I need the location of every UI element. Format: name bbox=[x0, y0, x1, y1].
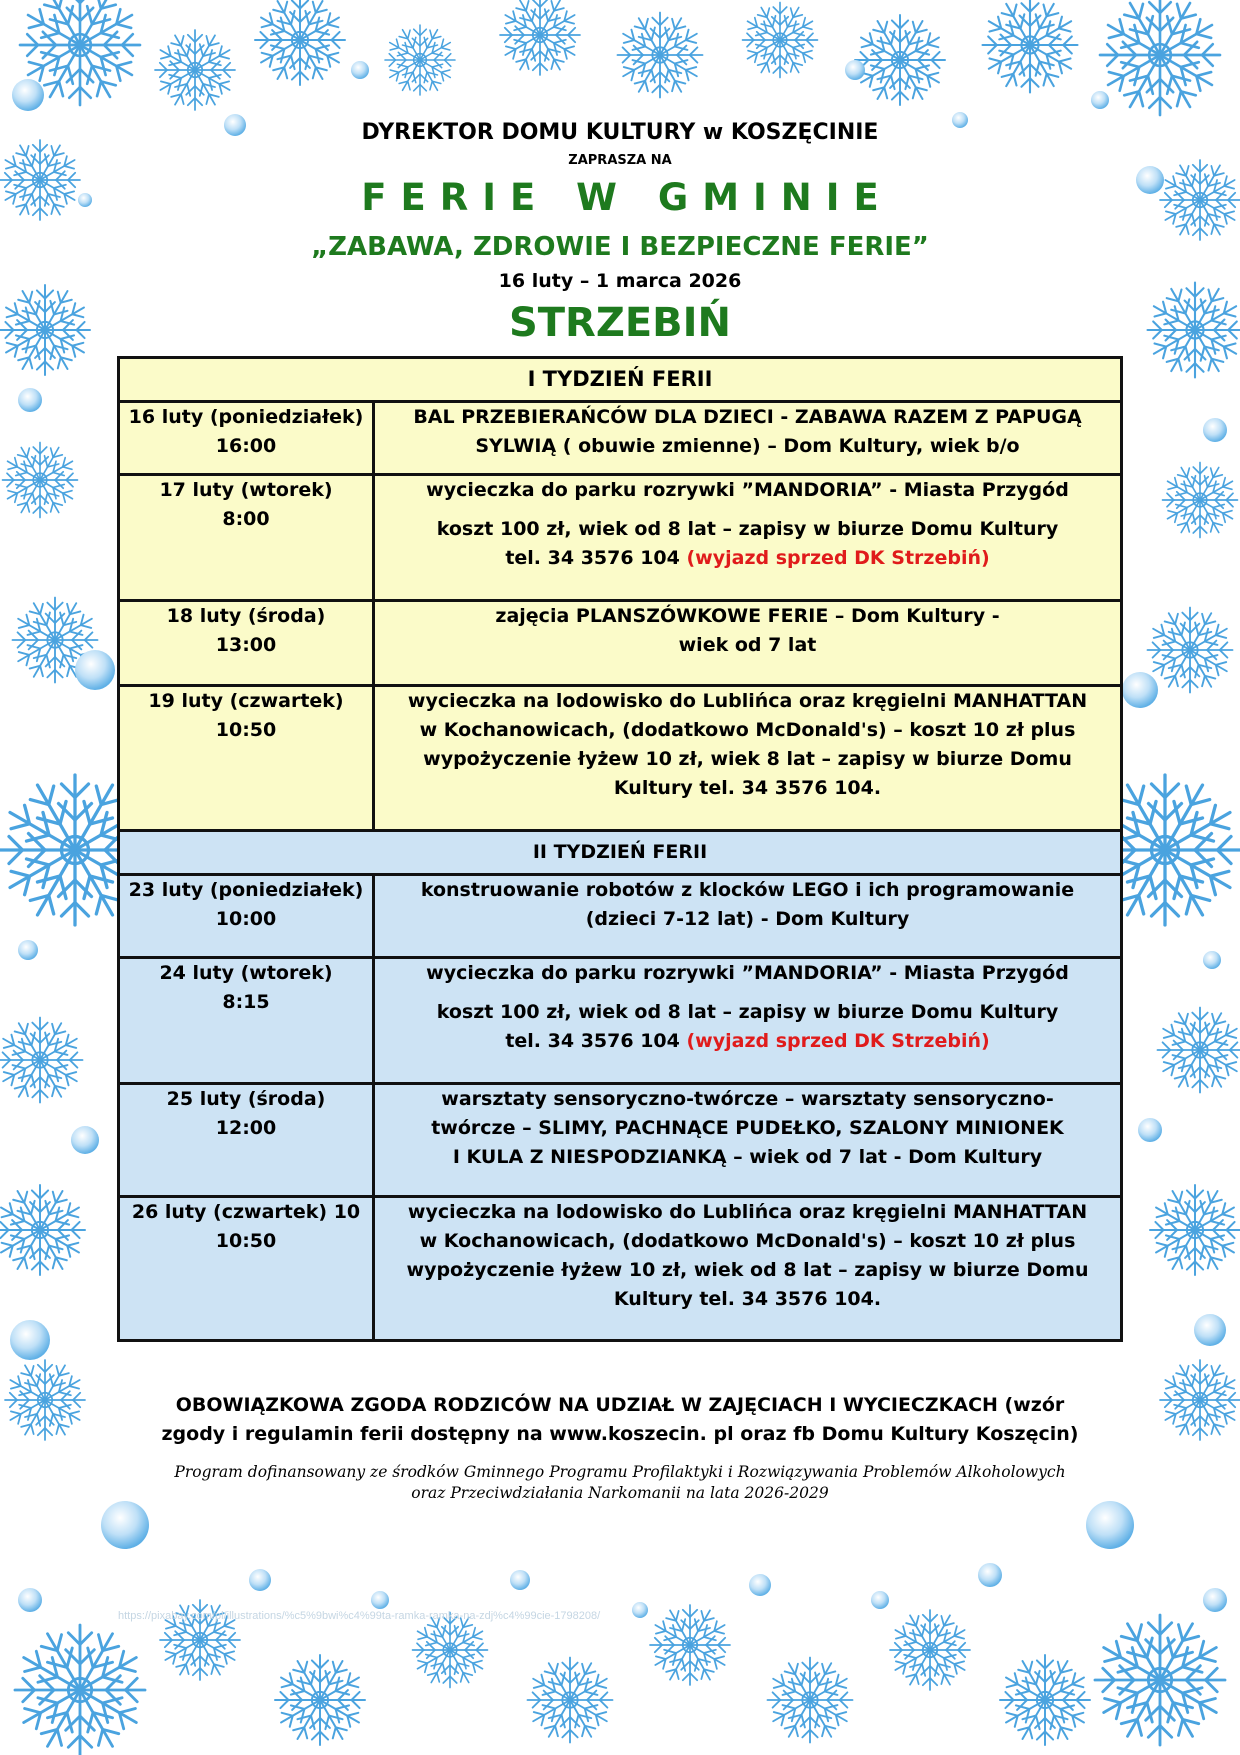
activity-cell bbox=[374, 875, 1122, 958]
week-header-row bbox=[119, 831, 1122, 875]
activity-line: wypożyczenie łyżew 10 zł, wiek 8 lat – zapisy w biurze Domu bbox=[423, 748, 1072, 770]
time-label: 10:50 bbox=[215, 719, 277, 741]
time-label: 10:50 bbox=[215, 1230, 277, 1252]
activity-line: wypożyczenie łyżew 10 zł, wiek od 8 lat – zapisy w biurze Domu bbox=[406, 1259, 1089, 1281]
departure-note: (wyjazd sprzed DK Strzebiń) bbox=[686, 547, 990, 569]
activity-line: Kultury tel. 34 3576 104. bbox=[613, 777, 882, 799]
day-label: 16 luty (poniedziałek) bbox=[128, 406, 364, 428]
activity-line: wycieczka do parku rozrywki ”MANDORIA” - Miasta Przygód bbox=[426, 479, 1069, 501]
time-label: 8:15 bbox=[222, 991, 270, 1013]
motto: „ZABAWA, ZDROWIE I BEZPIECZNE FERIE” bbox=[311, 232, 929, 262]
day-label: 26 luty (czwartek) 10 bbox=[131, 1201, 361, 1223]
organizer-line: DYREKTOR DOMU KULTURY w KOSZĘCINIE bbox=[361, 120, 879, 145]
activity-line: w Kochanowicach, (dodatkowo McDonald's) – koszt 10 zł plus bbox=[419, 719, 1076, 741]
activity-line: koszt 100 zł, wiek od 8 lat – zapisy w biurze Domu Kultury bbox=[436, 518, 1059, 540]
date-cell bbox=[119, 1084, 374, 1197]
activity-line: twórcze – SLIMY, PACHNĄCE PUDEŁKO, SZALONY MINIONEK bbox=[431, 1117, 1064, 1139]
date-cell bbox=[119, 875, 374, 958]
table-row bbox=[119, 601, 1122, 686]
place-name: STRZEBIŃ bbox=[508, 300, 732, 346]
activity-line: wycieczka do parku rozrywki ”MANDORIA” - Miasta Przygód bbox=[426, 962, 1069, 984]
day-label: 17 luty (wtorek) bbox=[159, 479, 333, 501]
day-label: 18 luty (środa) bbox=[166, 605, 326, 627]
invite-line: ZAPRASZA NA bbox=[568, 153, 672, 168]
activity-line: I KULA Z NIESPODZIANKĄ – wiek od 7 lat - Dom Kultury bbox=[452, 1146, 1043, 1168]
table-row bbox=[119, 475, 1122, 601]
activity-line: Kultury tel. 34 3576 104. bbox=[613, 1288, 882, 1310]
phone-text: tel. 34 3576 104 bbox=[505, 547, 680, 569]
week-title: I TYDZIEŃ FERII bbox=[119, 358, 1122, 402]
date-cell bbox=[119, 402, 374, 475]
departure-note: (wyjazd sprzed DK Strzebiń) bbox=[686, 1030, 990, 1052]
activity-cell bbox=[374, 475, 1122, 601]
image-source-url: https://pixabay.com/pl/illustrations/%c5%9bwi%c4%99ta-ramka-ramka-na-zdj%c4%99cie-1798208/ bbox=[118, 1610, 601, 1622]
date-cell bbox=[119, 475, 374, 601]
activity-line: konstruowanie robotów z klocków LEGO i ich programowanie bbox=[420, 879, 1075, 901]
funding-line: Program dofinansowany ze środków Gminnego Programu Profilaktyki i Rozwiązywania Problemów Alkoholowych bbox=[174, 1463, 1066, 1481]
table-row bbox=[119, 958, 1122, 1084]
activity-cell bbox=[374, 1084, 1122, 1197]
date-range: 16 luty – 1 marca 2026 bbox=[498, 270, 742, 292]
activity-cell bbox=[374, 601, 1122, 686]
time-label: 16:00 bbox=[215, 435, 277, 457]
notice-line: zgody i regulamin ferii dostępny na www.koszecin. pl oraz fb Domu Kultury Koszęcin) bbox=[161, 1423, 1079, 1445]
time-label: 10:00 bbox=[215, 908, 277, 930]
activity-line: koszt 100 zł, wiek od 8 lat – zapisy w biurze Domu Kultury bbox=[436, 1001, 1059, 1023]
activity-cell bbox=[374, 958, 1122, 1084]
activity-line: BAL PRZEBIERAŃCÓW DLA DZIECI - ZABAWA RAZEM Z PAPUGĄ bbox=[413, 406, 1082, 428]
time-label: 8:00 bbox=[222, 508, 270, 530]
time-label: 13:00 bbox=[215, 634, 277, 656]
main-title: FERIE W GMINIE bbox=[361, 176, 893, 219]
date-cell bbox=[119, 686, 374, 831]
table-row bbox=[119, 402, 1122, 475]
day-label: 19 luty (czwartek) bbox=[148, 690, 344, 712]
funding-note bbox=[120, 1462, 1120, 1504]
activity-line: wycieczka na lodowisko do Lublińca oraz kręgielni MANHATTAN bbox=[407, 1201, 1088, 1223]
activity-line: warsztaty sensoryczno-twórcze – warsztaty sensoryczno- bbox=[441, 1088, 1054, 1110]
table-row bbox=[119, 875, 1122, 958]
table-row bbox=[119, 1197, 1122, 1341]
time-label: 12:00 bbox=[215, 1117, 277, 1139]
date-cell bbox=[119, 958, 374, 1084]
activity-line: zajęcia PLANSZÓWKOWE FERIE – Dom Kultury - bbox=[495, 605, 1000, 627]
activity-line: SYLWIĄ ( obuwie zmienne) – Dom Kultury, wiek b/o bbox=[475, 435, 1020, 457]
table-row bbox=[119, 1084, 1122, 1197]
schedule-table bbox=[117, 356, 1123, 1342]
date-cell bbox=[119, 601, 374, 686]
activity-cell bbox=[374, 686, 1122, 831]
activity-line: w Kochanowicach, (dodatkowo McDonald's) – koszt 10 zł plus bbox=[419, 1230, 1076, 1252]
parental-consent-notice bbox=[120, 1391, 1120, 1449]
activity-line: (dzieci 7-12 lat) - Dom Kultury bbox=[585, 908, 910, 930]
day-label: 25 luty (środa) bbox=[166, 1088, 326, 1110]
phone-text: tel. 34 3576 104 bbox=[505, 1030, 680, 1052]
activity-line: wiek od 7 lat bbox=[678, 634, 817, 656]
week-title: II TYDZIEŃ FERII bbox=[119, 831, 1122, 875]
date-cell bbox=[119, 1197, 374, 1341]
activity-cell bbox=[374, 1197, 1122, 1341]
activity-cell bbox=[374, 402, 1122, 475]
week-header-row bbox=[119, 358, 1122, 402]
day-label: 23 luty (poniedziałek) bbox=[128, 879, 364, 901]
day-label: 24 luty (wtorek) bbox=[159, 962, 333, 984]
notice-line: OBOWIĄZKOWA ZGODA RODZICÓW NA UDZIAŁ W ZAJĘCIACH I WYCIECZKACH (wzór bbox=[175, 1394, 1065, 1416]
table-row bbox=[119, 686, 1122, 831]
funding-line: oraz Przeciwdziałania Narkomanii na lata 2026-2029 bbox=[411, 1484, 829, 1502]
activity-line: wycieczka na lodowisko do Lublińca oraz kręgielni MANHATTAN bbox=[407, 690, 1088, 712]
